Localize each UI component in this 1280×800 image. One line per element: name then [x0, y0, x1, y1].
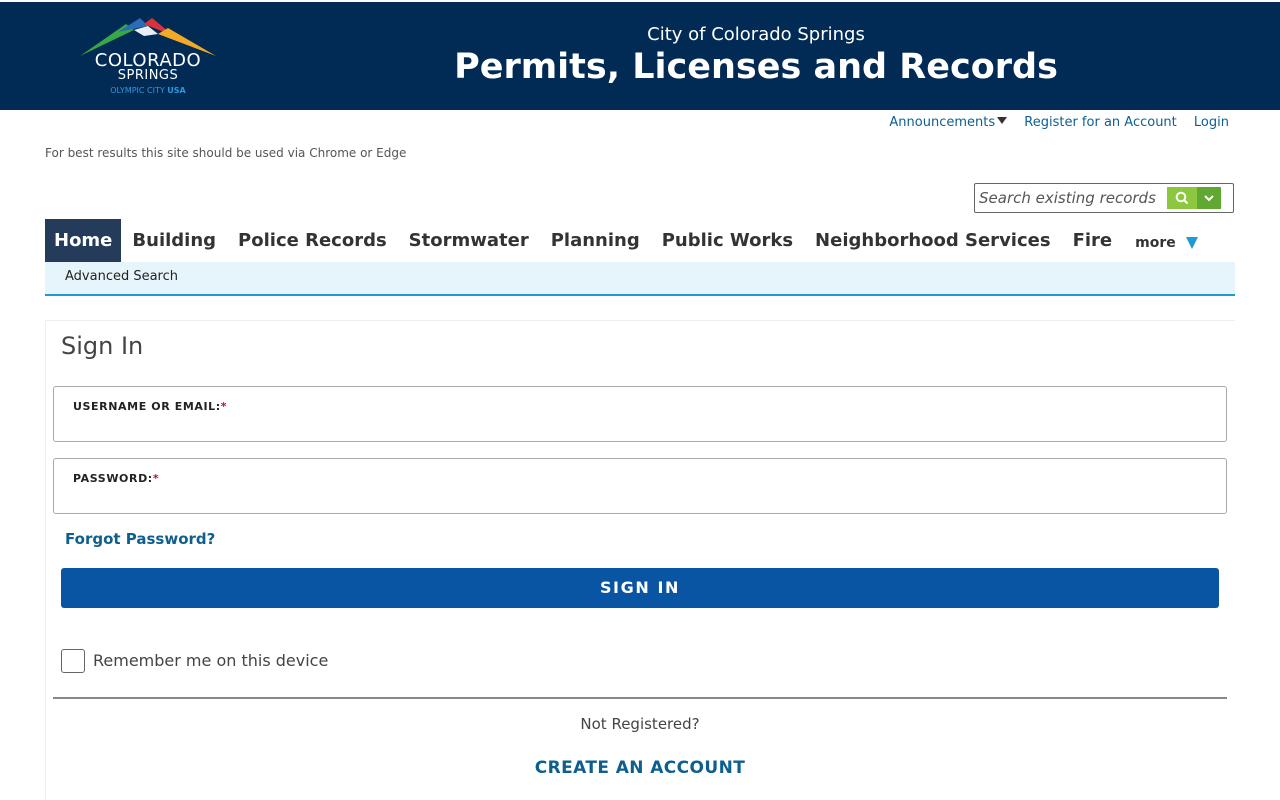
announcements-label: Announcements	[889, 115, 996, 130]
remember-me-label[interactable]: Remember me on this device	[93, 651, 329, 670]
logo-text-colorado: COLORADO	[94, 50, 202, 71]
nav-item-planning[interactable]: Planning	[550, 230, 640, 251]
main-nav	[45, 219, 1198, 262]
chevron-down-icon	[1204, 194, 1214, 202]
search-options-button[interactable]	[1197, 187, 1221, 209]
nav-item-stormwater[interactable]: Stormwater	[408, 230, 529, 251]
nav-item-fire[interactable]: Fire	[1072, 230, 1113, 251]
nav-item-neighborhood-services[interactable]: Neighborhood Services	[815, 230, 1051, 251]
forgot-password-link[interactable]: Forgot Password?	[65, 530, 216, 548]
logo-tagline-accent: USA	[167, 86, 186, 95]
required-marker: *	[152, 472, 160, 485]
username-label-text: USERNAME OR EMAIL:	[73, 400, 221, 413]
top-links	[876, 115, 1229, 130]
not-registered-text: Not Registered?	[580, 715, 700, 733]
logo-tagline-text: OLYMPIC CITY	[110, 86, 165, 95]
logo-tagline	[78, 86, 218, 95]
logo-text-springs: SPRINGS	[117, 68, 179, 83]
header-subtitle: City of Colorado Springs	[647, 24, 865, 45]
required-marker: *	[220, 400, 228, 413]
sign-in-button[interactable]: SIGN IN	[61, 568, 1219, 608]
nav-more-label: more	[1135, 234, 1176, 251]
search-button[interactable]	[1167, 187, 1197, 209]
caret-down-icon	[997, 117, 1007, 124]
browser-notice: For best results this site should be used via Chrome or Edge	[45, 146, 407, 160]
announcements-link[interactable]	[889, 115, 1007, 130]
username-label	[73, 400, 227, 413]
password-input[interactable]	[73, 487, 1203, 507]
login-link[interactable]: Login	[1193, 115, 1229, 130]
nav-more-menu[interactable]	[1123, 231, 1198, 251]
signin-heading: Sign In	[61, 332, 144, 360]
register-link[interactable]: Register for an Account	[1024, 115, 1177, 130]
site-header	[0, 0, 1280, 110]
search-icon	[1175, 191, 1189, 205]
nav-item-police-records[interactable]: Police Records	[238, 230, 387, 251]
advanced-search-link[interactable]: Advanced Search	[65, 269, 179, 284]
username-input[interactable]	[73, 415, 1203, 435]
username-field[interactable]	[53, 386, 1227, 442]
nav-item-building[interactable]: Building	[132, 230, 217, 251]
panel-top-border	[45, 320, 1235, 321]
triangle-down-icon	[1186, 237, 1198, 249]
password-label	[73, 472, 159, 485]
search-input[interactable]	[979, 188, 1165, 208]
sub-navigation	[45, 262, 1235, 296]
section-divider	[53, 697, 1227, 699]
password-field[interactable]	[53, 458, 1227, 514]
create-account-wrapper	[0, 758, 1280, 778]
remember-me-checkbox[interactable]	[61, 649, 85, 673]
create-account-link[interactable]: CREATE AN ACCOUNT	[534, 758, 746, 778]
password-label-text: PASSWORD:	[73, 472, 153, 485]
page-title: Permits, Licenses and Records	[454, 47, 1058, 87]
global-search	[974, 183, 1234, 213]
nav-item-public-works[interactable]: Public Works	[661, 230, 794, 251]
nav-item-home[interactable]: Home	[45, 219, 121, 262]
